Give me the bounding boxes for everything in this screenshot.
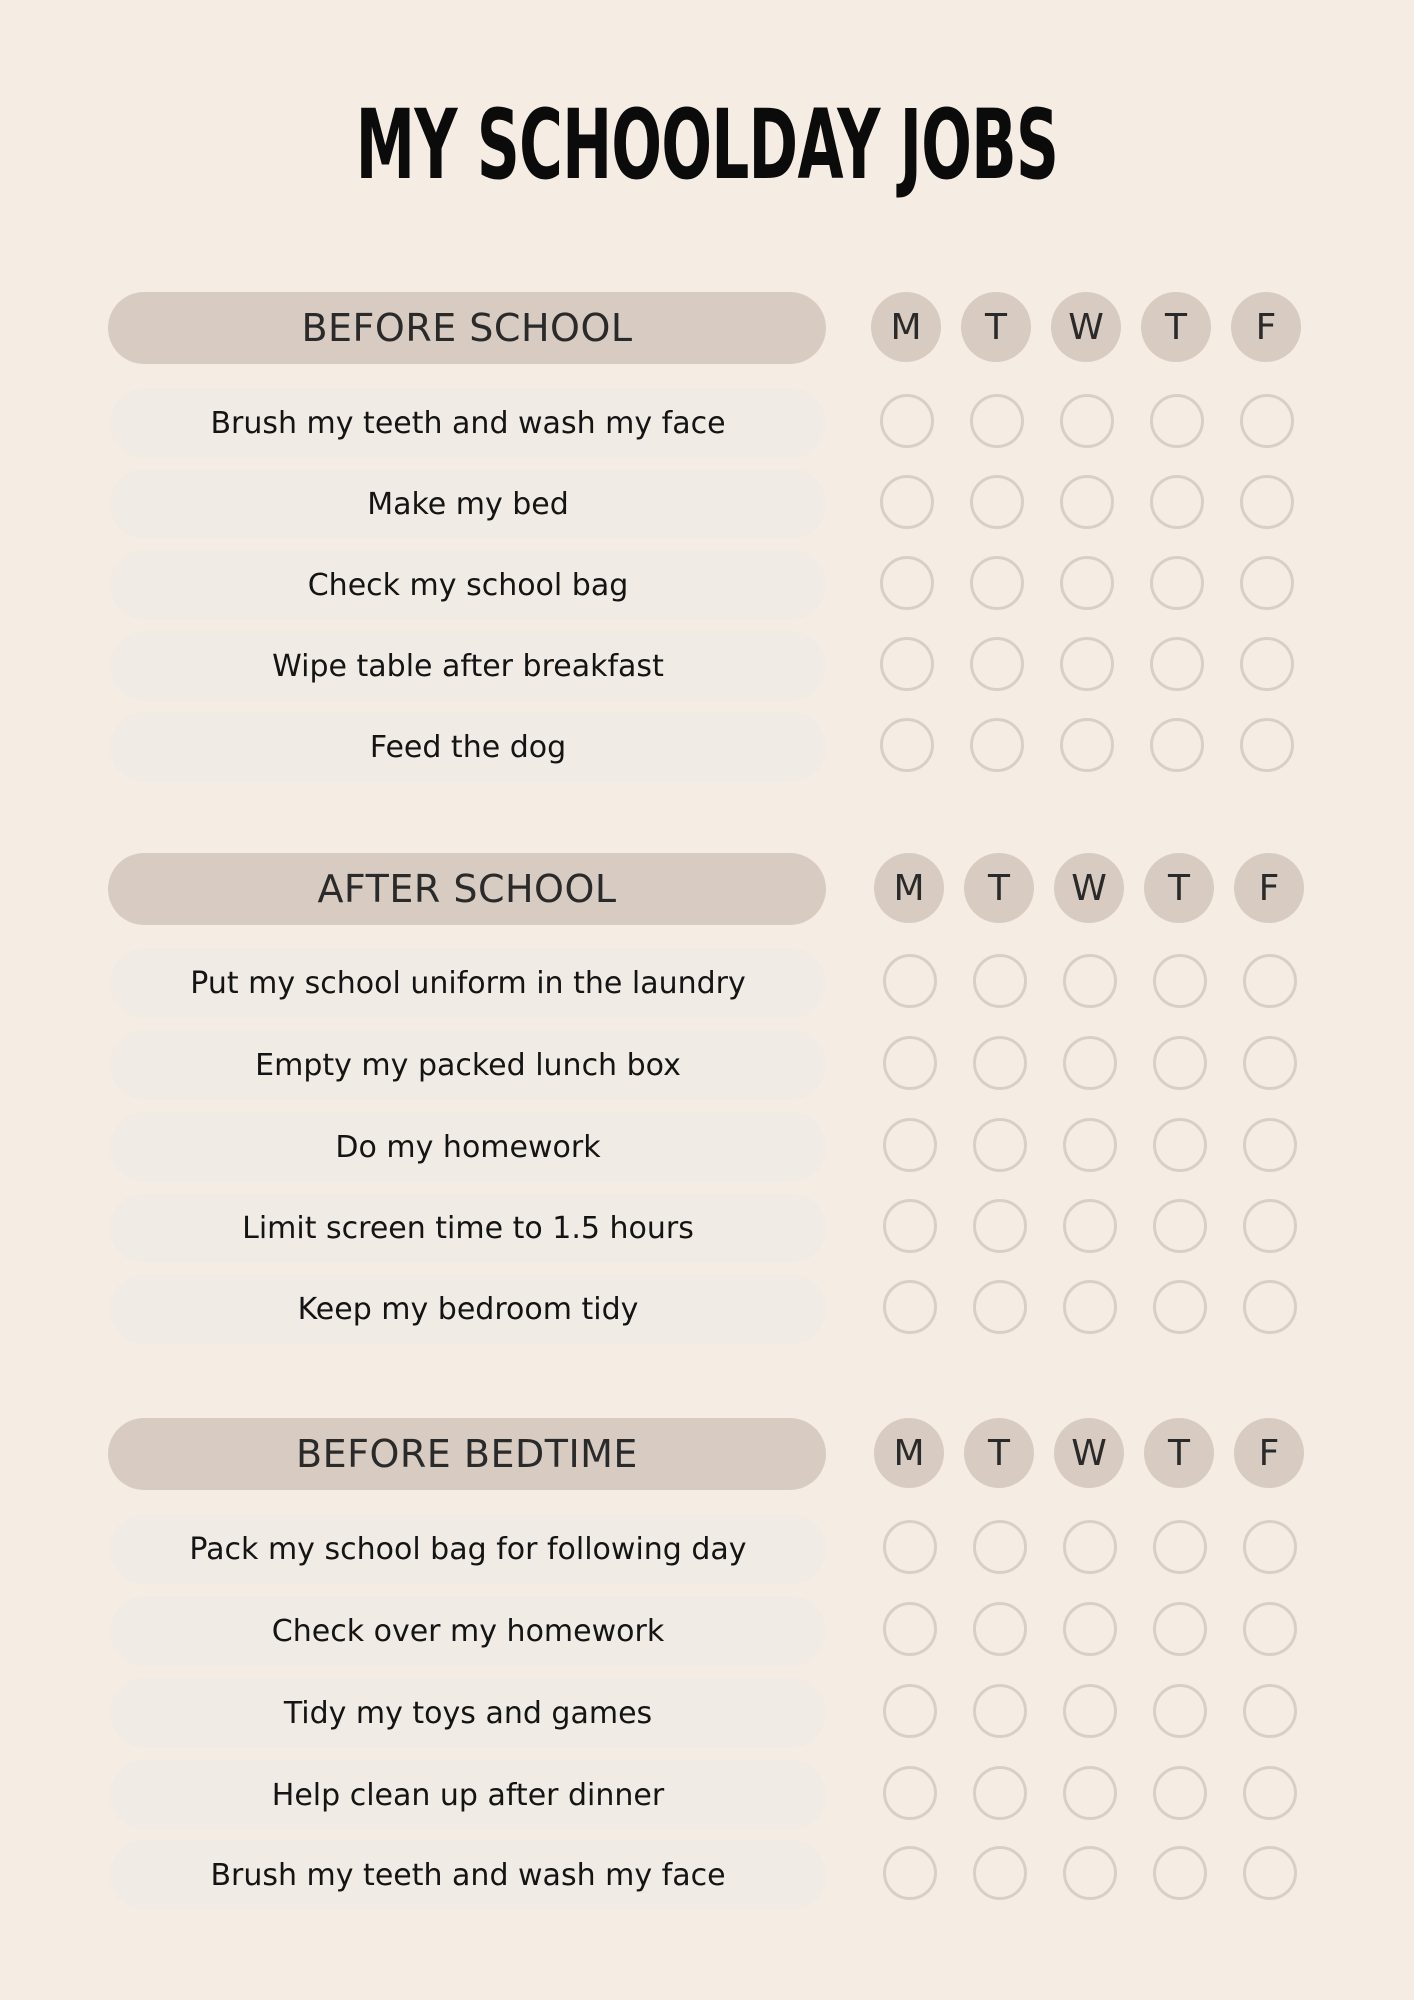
task-label: Help clean up after dinner <box>110 1760 826 1830</box>
checkbox-friday[interactable] <box>1243 1846 1297 1900</box>
task-label: Brush my teeth and wash my face <box>110 1840 826 1910</box>
day-header-monday: M <box>874 1418 944 1488</box>
checkbox-tuesday[interactable] <box>973 1199 1027 1253</box>
day-header-thursday: T <box>1144 853 1214 923</box>
task-row <box>0 1112 1414 1182</box>
checkbox-monday[interactable] <box>880 637 934 691</box>
day-header-tuesday: T <box>964 853 1034 923</box>
checkbox-friday[interactable] <box>1243 954 1297 1008</box>
task-row <box>0 631 1414 701</box>
checkbox-friday[interactable] <box>1240 394 1294 448</box>
task-row <box>0 388 1414 458</box>
checkbox-wednesday[interactable] <box>1063 1602 1117 1656</box>
checkbox-tuesday[interactable] <box>973 1846 1027 1900</box>
day-header-tuesday: T <box>964 1418 1034 1488</box>
checkbox-wednesday[interactable] <box>1060 718 1114 772</box>
checkbox-tuesday[interactable] <box>973 954 1027 1008</box>
task-label: Empty my packed lunch box <box>110 1030 826 1100</box>
task-row <box>0 550 1414 620</box>
checkbox-tuesday[interactable] <box>970 637 1024 691</box>
checkbox-wednesday[interactable] <box>1063 1684 1117 1738</box>
checkbox-monday[interactable] <box>883 1766 937 1820</box>
task-row <box>0 1514 1414 1584</box>
checkbox-thursday[interactable] <box>1153 1846 1207 1900</box>
day-header-wednesday: W <box>1051 292 1121 362</box>
checkbox-friday[interactable] <box>1240 475 1294 529</box>
page-title: MY SCHOOLDAY JOBS <box>355 89 1059 201</box>
checkbox-thursday[interactable] <box>1153 1280 1207 1334</box>
checkbox-monday[interactable] <box>883 954 937 1008</box>
task-label: Check over my homework <box>110 1596 826 1666</box>
checkbox-tuesday[interactable] <box>973 1766 1027 1820</box>
section-before-bedtime <box>0 1418 1414 1938</box>
task-row <box>0 1678 1414 1748</box>
checkbox-wednesday[interactable] <box>1063 1199 1117 1253</box>
checkbox-friday[interactable] <box>1243 1766 1297 1820</box>
day-header-monday: M <box>874 853 944 923</box>
day-header-tuesday: T <box>961 292 1031 362</box>
checkbox-thursday[interactable] <box>1150 475 1204 529</box>
checkbox-tuesday[interactable] <box>970 718 1024 772</box>
checkbox-thursday[interactable] <box>1153 1036 1207 1090</box>
checkbox-friday[interactable] <box>1243 1602 1297 1656</box>
checkbox-monday[interactable] <box>880 718 934 772</box>
task-row <box>0 469 1414 539</box>
checkbox-wednesday[interactable] <box>1063 1280 1117 1334</box>
task-row <box>0 1840 1414 1910</box>
checkbox-wednesday[interactable] <box>1060 475 1114 529</box>
checkbox-monday[interactable] <box>883 1846 937 1900</box>
day-header-thursday: T <box>1141 292 1211 362</box>
checkbox-tuesday[interactable] <box>970 475 1024 529</box>
day-header-friday: F <box>1234 853 1304 923</box>
task-label: Limit screen time to 1.5 hours <box>110 1193 826 1263</box>
day-header-wednesday: W <box>1054 853 1124 923</box>
checkbox-thursday[interactable] <box>1150 718 1204 772</box>
section-header-before-bedtime: BEFORE BEDTIME <box>108 1418 826 1490</box>
task-label: Feed the dog <box>110 712 826 782</box>
checkbox-wednesday[interactable] <box>1063 1846 1117 1900</box>
checkbox-thursday[interactable] <box>1153 1602 1207 1656</box>
checkbox-thursday[interactable] <box>1150 556 1204 610</box>
checkbox-friday[interactable] <box>1243 1684 1297 1738</box>
checkbox-thursday[interactable] <box>1150 394 1204 448</box>
checkbox-friday[interactable] <box>1243 1036 1297 1090</box>
checkbox-wednesday[interactable] <box>1063 1036 1117 1090</box>
day-header-thursday: T <box>1144 1418 1214 1488</box>
task-row <box>0 948 1414 1018</box>
checkbox-wednesday[interactable] <box>1063 1520 1117 1574</box>
checkbox-thursday[interactable] <box>1153 954 1207 1008</box>
checkbox-monday[interactable] <box>883 1602 937 1656</box>
checkbox-friday[interactable] <box>1240 718 1294 772</box>
section-after-school <box>0 853 1414 1373</box>
checkbox-thursday[interactable] <box>1153 1766 1207 1820</box>
checkbox-tuesday[interactable] <box>973 1036 1027 1090</box>
task-label: Pack my school bag for following day <box>110 1514 826 1584</box>
task-row <box>0 1596 1414 1666</box>
checkbox-friday[interactable] <box>1243 1118 1297 1172</box>
day-header-wednesday: W <box>1054 1418 1124 1488</box>
checkbox-friday[interactable] <box>1240 556 1294 610</box>
checkbox-tuesday[interactable] <box>973 1602 1027 1656</box>
checkbox-monday[interactable] <box>883 1684 937 1738</box>
task-label: Keep my bedroom tidy <box>110 1274 826 1344</box>
checkbox-thursday[interactable] <box>1153 1199 1207 1253</box>
checkbox-thursday[interactable] <box>1153 1684 1207 1738</box>
checkbox-friday[interactable] <box>1243 1199 1297 1253</box>
checkbox-friday[interactable] <box>1243 1280 1297 1334</box>
checkbox-monday[interactable] <box>883 1280 937 1334</box>
task-label: Wipe table after breakfast <box>110 631 826 701</box>
checkbox-wednesday[interactable] <box>1063 1766 1117 1820</box>
task-label: Brush my teeth and wash my face <box>110 388 826 458</box>
task-label: Do my homework <box>110 1112 826 1182</box>
task-label: Tidy my toys and games <box>110 1678 826 1748</box>
checkbox-monday[interactable] <box>880 394 934 448</box>
checkbox-monday[interactable] <box>883 1118 937 1172</box>
task-row <box>0 1274 1414 1344</box>
day-header-friday: F <box>1231 292 1301 362</box>
checkbox-tuesday[interactable] <box>973 1520 1027 1574</box>
section-before-school <box>0 292 1414 812</box>
checkbox-wednesday[interactable] <box>1060 637 1114 691</box>
task-label: Check my school bag <box>110 550 826 620</box>
checkbox-thursday[interactable] <box>1150 637 1204 691</box>
task-label: Make my bed <box>110 469 826 539</box>
checkbox-friday[interactable] <box>1240 637 1294 691</box>
checkbox-monday[interactable] <box>883 1199 937 1253</box>
checkbox-tuesday[interactable] <box>973 1684 1027 1738</box>
task-row <box>0 1760 1414 1830</box>
checkbox-wednesday[interactable] <box>1063 954 1117 1008</box>
checkbox-friday[interactable] <box>1243 1520 1297 1574</box>
checkbox-monday[interactable] <box>883 1520 937 1574</box>
checkbox-wednesday[interactable] <box>1060 394 1114 448</box>
checkbox-tuesday[interactable] <box>970 556 1024 610</box>
checkbox-monday[interactable] <box>880 475 934 529</box>
section-header-before-school: BEFORE SCHOOL <box>108 292 826 364</box>
section-header-after-school: AFTER SCHOOL <box>108 853 826 925</box>
checkbox-thursday[interactable] <box>1153 1118 1207 1172</box>
task-row <box>0 1030 1414 1100</box>
day-header-monday: M <box>871 292 941 362</box>
checkbox-tuesday[interactable] <box>973 1118 1027 1172</box>
checkbox-wednesday[interactable] <box>1063 1118 1117 1172</box>
checkbox-thursday[interactable] <box>1153 1520 1207 1574</box>
checkbox-monday[interactable] <box>880 556 934 610</box>
checkbox-wednesday[interactable] <box>1060 556 1114 610</box>
task-label: Put my school uniform in the laundry <box>110 948 826 1018</box>
day-header-friday: F <box>1234 1418 1304 1488</box>
checkbox-tuesday[interactable] <box>970 394 1024 448</box>
checkbox-tuesday[interactable] <box>973 1280 1027 1334</box>
task-row <box>0 1193 1414 1263</box>
task-row <box>0 712 1414 782</box>
checkbox-monday[interactable] <box>883 1036 937 1090</box>
